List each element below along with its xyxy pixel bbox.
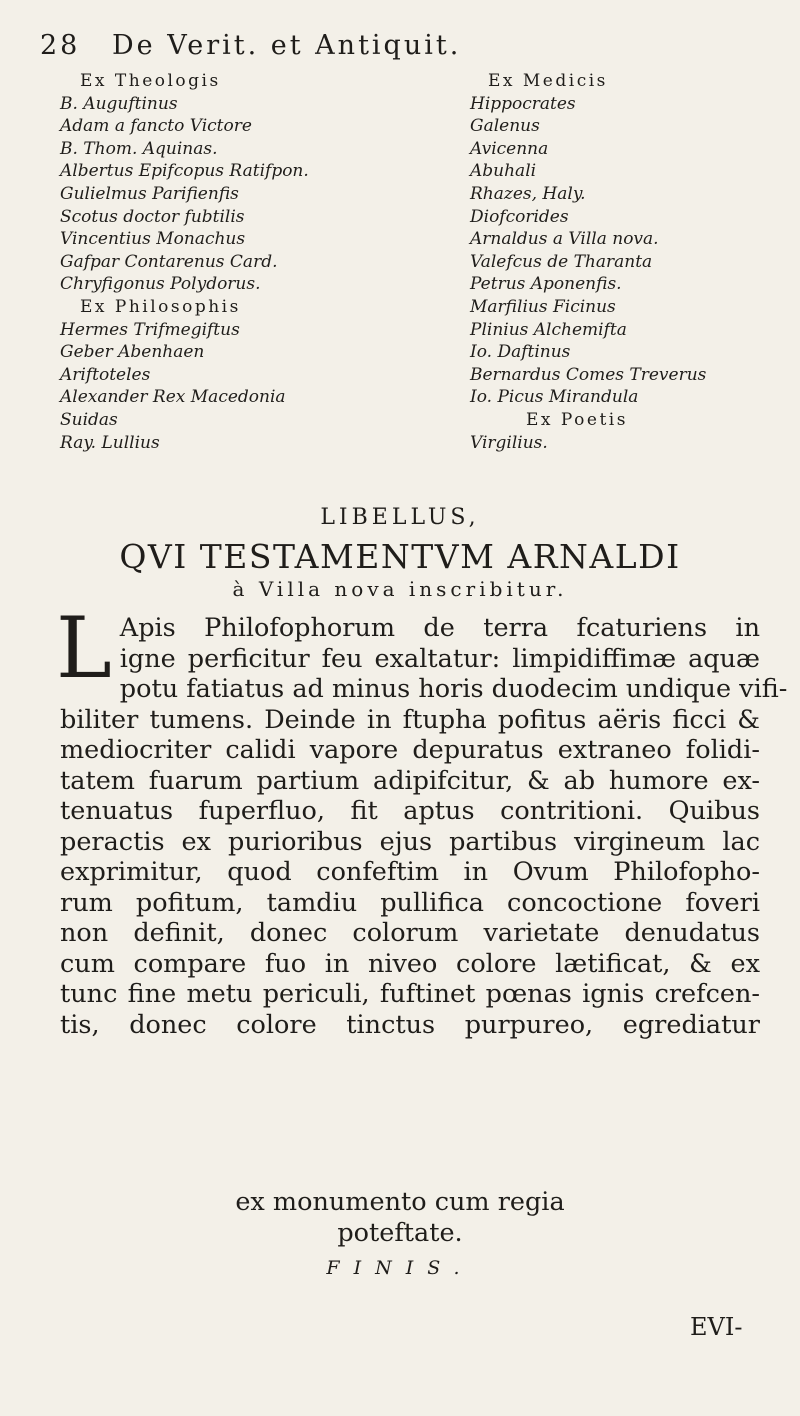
physician-entry: Abuhali (470, 161, 537, 182)
theologian-entry: Gafpar Contarenus Card. (60, 251, 278, 272)
philosopher-entry: Alexander Rex Macedonia (60, 387, 286, 408)
philosopher-entry: Hermes Trifmegiftus (60, 319, 240, 340)
title-testamentum: QVI TESTAMENTVM ARNALDI (119, 537, 681, 576)
body-line: biliter tumens. Deinde in ftupha pofitus aëris ficci & (60, 704, 760, 735)
heading-poetis: Ex Poetis (526, 409, 628, 430)
theologian-entry: Gulielmus Parifienfis (60, 183, 239, 204)
body-line: potu fatiatus ad minus horis duodecim undique vifi- (119, 674, 788, 704)
heading-medicis: Ex Medicis (488, 71, 608, 91)
body-line: mediocriter calidi vapore depuratus extraneo folidi- (60, 735, 760, 765)
body-paragraph (56, 599, 788, 1040)
philosopher-entry: Geber Abenhaen (60, 342, 205, 363)
physician-entry: Arnaldus a Villa nova. (470, 229, 659, 250)
physician-entry: Bernardus Comes Treverus (470, 364, 707, 385)
physician-entry: Galenus (470, 116, 540, 137)
body-line: cum compare fuo in niveo colore lætificat, & ex (60, 948, 760, 979)
physician-entry: Petrus Aponenfis. (470, 274, 622, 295)
physician-entry: Hippocrates (470, 93, 576, 114)
philosopher-entry: Ray. Lullius (60, 432, 160, 453)
body-line: tunc fine metu periculi, fuftinet pœnas ignis crefcen- (60, 979, 760, 1009)
title-villa-nova: à Villa nova inscribitur. (232, 577, 568, 601)
body-centered-line: ex monumento cum regia (235, 1187, 565, 1217)
physician-entry: Avicenna (470, 138, 549, 159)
physician-entry: Io. Daftinus (470, 342, 571, 363)
body-line: rum pofitum, tamdiu pullifica concoctione foveri (60, 887, 760, 918)
body-line: peractis ex purioribus ejus partibus virgineum lac (60, 826, 760, 857)
physician-entry: Rhazes, Haly. (470, 183, 586, 204)
physician-entry: Diofcorides (470, 206, 569, 227)
physician-entry: Marfilius Ficinus (470, 296, 616, 317)
running-title: De Verit. et Antiquit. (112, 30, 462, 61)
heading-philosophis: Ex Philosophis (80, 296, 241, 317)
page-number: 28 (40, 30, 81, 61)
body-line: tenuatus fuperfluo, fit aptus contritioni. Quibus (60, 796, 760, 826)
left-column (60, 70, 465, 454)
catchword: EVI- (690, 1313, 743, 1341)
theologian-entry: B. Auguftinus (60, 93, 178, 114)
heading-theologis: Ex Theologis (80, 71, 221, 91)
philosopher-entry: Suidas (60, 409, 118, 430)
poet-entry: Virgilius. (470, 432, 548, 453)
body-line: exprimitur, quod confeftim in Ovum Philofopho- (60, 857, 760, 887)
right-column (470, 70, 780, 454)
body-line: tatem fuarum partium adipifcitur, & ab humore ex- (60, 765, 760, 796)
title-libellus: LIBELLUS, (320, 505, 480, 530)
physician-entry: Plinius Alchemifta (470, 319, 627, 340)
theologian-entry: Albertus Epifcopus Ratifpon. (60, 161, 309, 182)
body-line: non definit, donec colorum varietate denudatus (60, 918, 760, 948)
body-centered-line: poteftate. (337, 1218, 463, 1248)
theologian-entry: Chryfigonus Polydorus. (60, 274, 261, 295)
theologian-entry: Vincentius Monachus (60, 229, 246, 250)
body-line: igne perficitur feu exaltatur: limpidiffimæ aquæ (119, 643, 760, 674)
theologian-entry: Adam a fancto Victore (60, 116, 252, 137)
physician-entry: Io. Picus Mirandula (470, 387, 639, 408)
drop-cap: L (56, 599, 112, 697)
theologian-entry: B. Thom. Aquinas. (60, 138, 218, 159)
body-line: Apis Philofophorum de terra fcaturiens in (119, 613, 760, 643)
physician-entry: Valefcus de Tharanta (470, 251, 653, 272)
theologian-entry: Scotus doctor fubtilis (60, 206, 245, 227)
body-line: tis, donec colore tinctus purpureo, egrediatur (60, 1009, 760, 1040)
finis: FINIS. (326, 1257, 474, 1279)
philosopher-entry: Ariftoteles (60, 364, 151, 385)
